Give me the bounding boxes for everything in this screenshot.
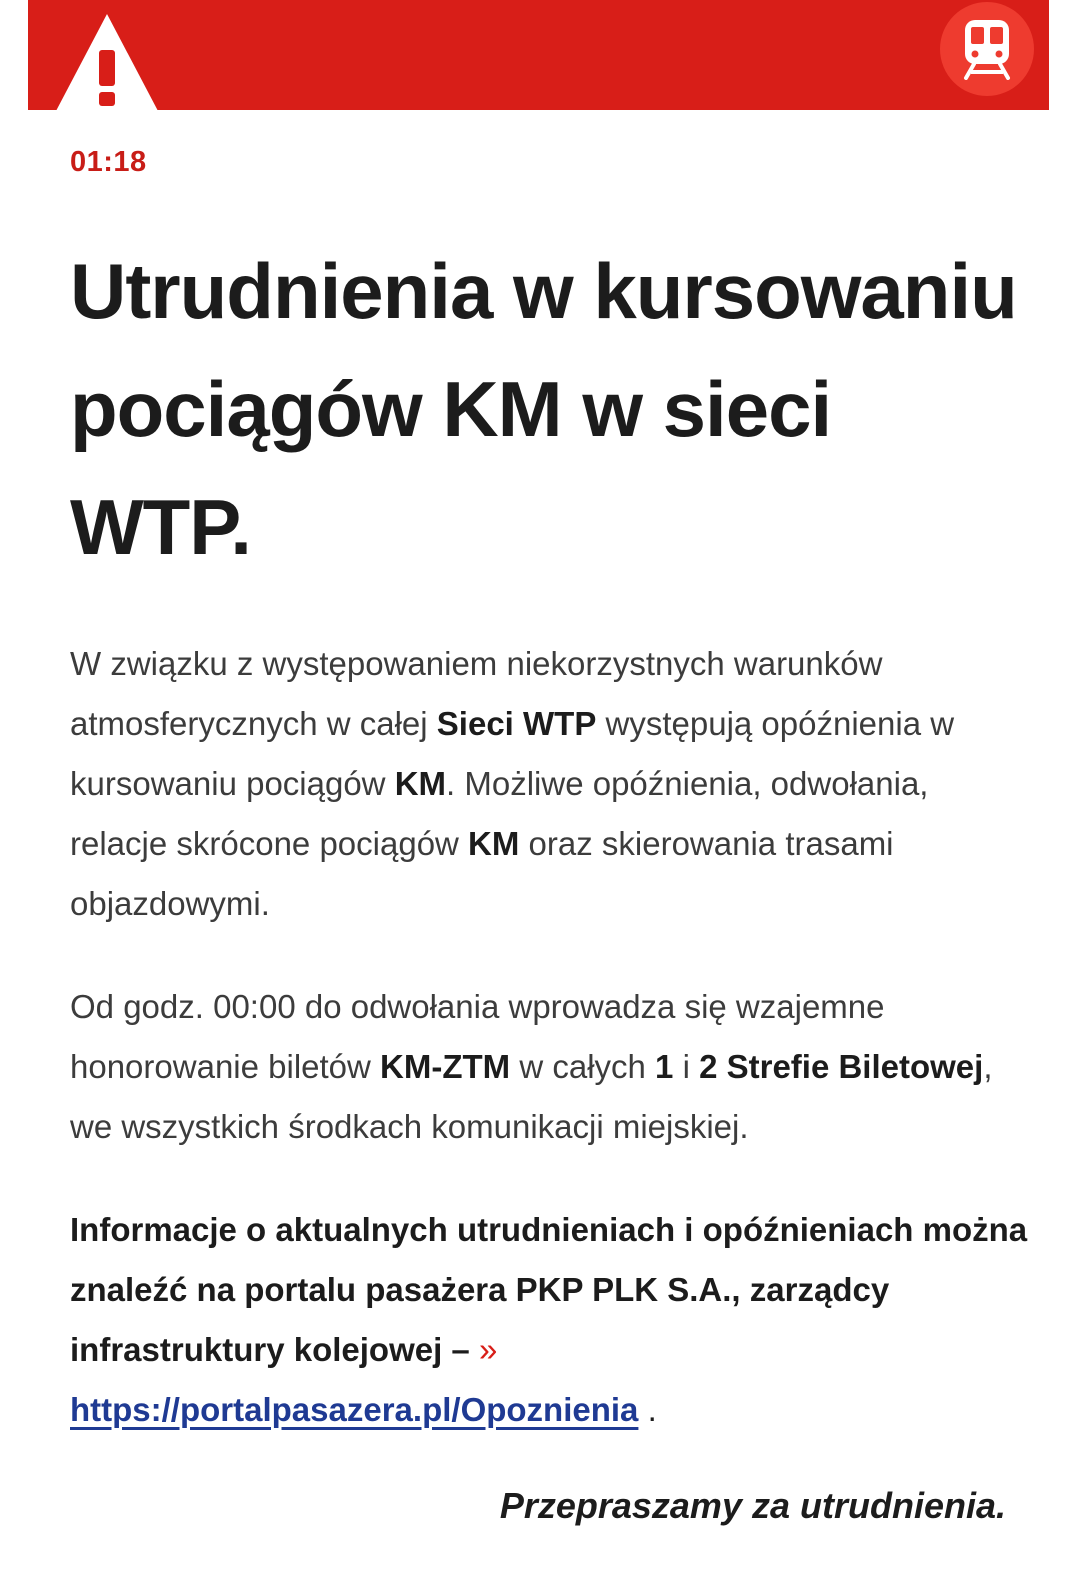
text-segment: . Możliwe opóźnienia, odwołania, relacje skrócone pociągów [70,765,929,862]
link-arrow-icon: » [478,1331,498,1368]
bold-segment: KM [394,765,447,802]
alert-time: 01:18 [70,146,147,178]
text-segment: i [673,1048,700,1085]
bold-segment: KM [468,825,520,862]
apology-text: Przepraszamy za utrudnienia. [499,1485,1006,1526]
bold-segment: Sieci WTP [436,705,597,742]
text-segment: W związku z występowaniem niekorzystnych warunków atmosferycznych w całej [70,645,883,742]
text-segment: w całych [510,1048,656,1085]
warning-triangle-icon [54,10,160,112]
alert-header-bar [28,0,1049,110]
text-segment: występują opóźnienia w kursowaniu pociągów [70,705,955,802]
portal-pasazera-link[interactable]: https://portalpasazera.pl/Opoznienia [70,1391,639,1428]
text-segment: Informacje o aktualnych utrudnieniach i opóźnieniach można znaleźć na portalu pasażera PKP PLK S.A., zarządcy infrastruktury kolejowej – [70,1211,1028,1368]
alert-paragraph-2 [70,977,1030,1157]
bold-segment: KM-ZTM [380,1048,511,1085]
text-segment: Od godz. 00:00 do odwołania wprowadza się wzajemne honorowanie biletów [70,988,885,1085]
alert-title: Utrudnienia w kursowaniu pociągów KM w sieci WTP. [70,247,1017,571]
text-segment: oraz skierowania trasami objazdowymi. [70,825,894,922]
alert-paragraph-1 [70,634,1030,934]
alert-paragraph-3 [70,1200,1030,1440]
text-segment: , we wszystkich środkach komunikacji miejskiej. [70,1048,993,1145]
train-badge [940,2,1034,96]
text-segment: . [638,1391,657,1428]
bold-segment: 2 Strefie Biletowej [699,1048,984,1085]
bold-segment: 1 [655,1048,674,1085]
train-icon [962,18,1012,80]
